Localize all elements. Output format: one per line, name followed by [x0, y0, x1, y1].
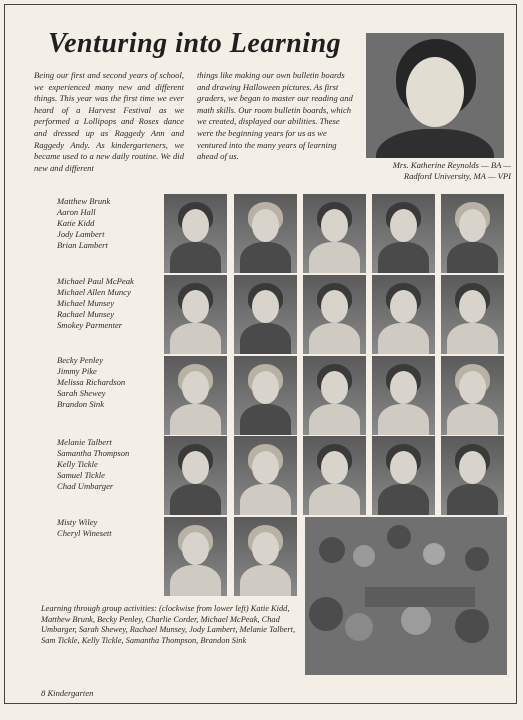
student-name: Michael Allen Muncy — [57, 287, 131, 297]
student-portrait — [164, 517, 227, 596]
student-name: Jody Lambert — [57, 229, 105, 239]
student-portrait — [441, 356, 504, 435]
student-name: Cheryl Winesett — [57, 528, 112, 538]
student-name: Becky Penley — [57, 355, 104, 365]
student-portrait — [441, 275, 504, 354]
group-photo-caption: Learning through group activities: (clockwise from lower left) Katie Kidd, Matthew Brunk, Becky Penley, Charlie Corder, Michael McPeak, Chad Umbarger, Sarah Shewey, Rachael Munsey, Jody Lambert, Melanie Talbert, Sam Tickle, Kelly Tickle, Samantha Thompson, Brandon Sink — [41, 604, 296, 645]
name-list-row-3 — [57, 355, 125, 410]
student-name: Michael Paul McPeak — [57, 276, 134, 286]
student-portrait — [234, 275, 297, 354]
group-activity-photo — [305, 517, 507, 675]
student-name: Aaron Hall — [57, 207, 96, 217]
student-portrait — [303, 194, 366, 273]
teacher-caption: Mrs. Katherine Reynolds — BA — Radford University, MA — VPI — [392, 160, 511, 181]
student-name: Smokey Parmenter — [57, 320, 123, 330]
student-name: Sarah Shewey — [57, 388, 106, 398]
student-name: Samantha Thompson — [57, 448, 130, 458]
teacher-photo — [366, 33, 504, 158]
student-name: Chad Umbarger — [57, 481, 114, 491]
name-list-row-4 — [57, 437, 129, 492]
student-portrait — [234, 356, 297, 435]
student-portrait — [303, 356, 366, 435]
student-name: Katie Kidd — [57, 218, 95, 228]
page-title: Venturing into Learning — [48, 28, 342, 59]
name-list-row-1 — [57, 196, 110, 251]
student-name: Michael Munsey — [57, 298, 115, 308]
student-portrait — [441, 194, 504, 273]
student-name: Matthew Brunk — [57, 196, 111, 206]
student-portrait — [164, 275, 227, 354]
student-name: Samuel Tickle — [57, 470, 105, 480]
intro-text-column-2: things like making our own bulletin boards and drawing Halloween pictures. As first graders, we began to master our reading and math skills. Our room bulletin boards, which we created, displayed our abilities. These were the beginning years for us as we ventured into the many years of learning ahead of us. — [197, 70, 353, 162]
student-portrait — [372, 275, 435, 354]
student-portrait — [164, 194, 227, 273]
student-portrait — [164, 436, 227, 515]
student-portrait — [164, 356, 227, 435]
student-portrait — [441, 436, 504, 515]
name-list-row-5 — [57, 517, 112, 539]
page-footer: 8 Kindergarten — [41, 688, 94, 698]
student-name: Kelly Tickle — [57, 459, 98, 469]
student-name: Melanie Talbert — [57, 437, 112, 447]
student-portrait — [234, 436, 297, 515]
student-name: Rachael Munsey — [57, 309, 115, 319]
student-name: Brandon Sink — [57, 399, 105, 409]
student-name: Melissa Richardson — [57, 377, 126, 387]
student-name: Brian Lambert — [57, 240, 108, 250]
student-portrait — [303, 275, 366, 354]
student-portrait — [372, 194, 435, 273]
student-name: Misty Wiley — [57, 517, 98, 527]
student-name: Jimmy Pike — [57, 366, 97, 376]
student-portrait — [234, 194, 297, 273]
student-portrait — [234, 517, 297, 596]
name-list-row-2 — [57, 276, 134, 331]
student-portrait — [372, 436, 435, 515]
student-portrait — [303, 436, 366, 515]
intro-text-column-1: Being our first and second years of school, we experienced many new and different things. This year was the first time we ever heard of a Harvest Festival as we performed a Lollipops and Roses dance and dressed up as Raggedy Ann and Raggedy Andy. As kindergarteners, we became used to a new daily routine. We did new and different — [34, 70, 184, 173]
student-portrait — [372, 356, 435, 435]
